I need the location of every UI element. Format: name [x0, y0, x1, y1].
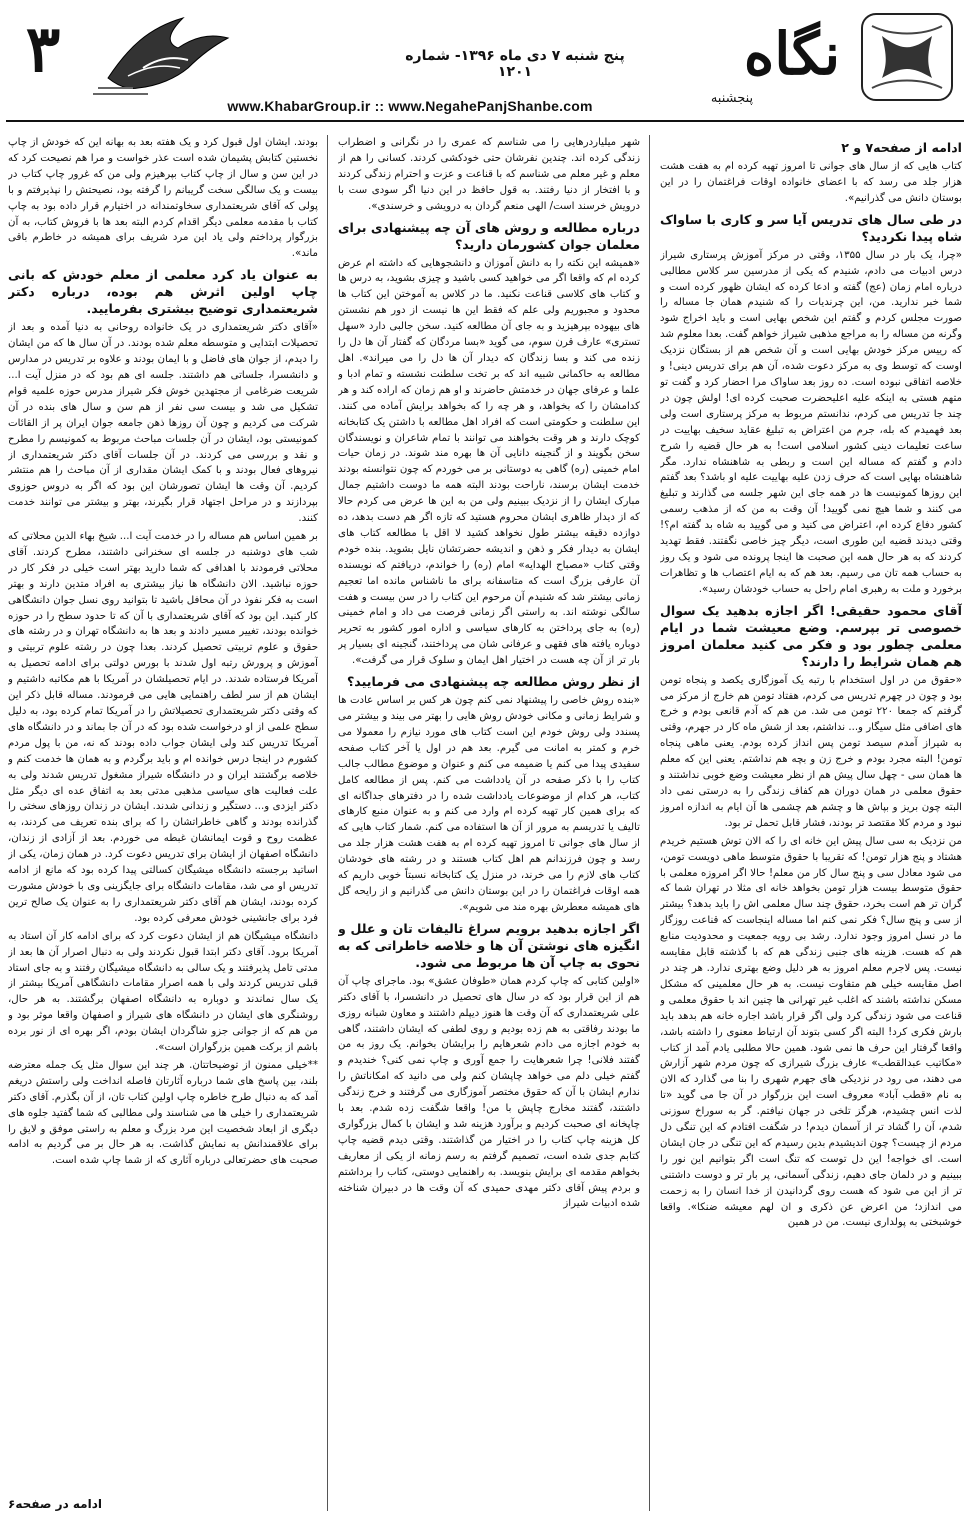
- column-divider: [327, 135, 328, 1511]
- paragraph: من نزدیک به سی سال پیش این خانه ای را که الان توش هستیم خریدم هشتاد و پنج هزار تومن! که تقریبا با حقوق متوسط ماهی دویست تومن، می شود معادل سی و پنج سال کار من معلم! حالا اگر امروزه معلمی با حقوق متوسط بیست هزار تومن بخواهد خانه ای مثلا در تهران شما که گران تر هم است بخرد، حقوق چند سال معلمی اش را باید بدهد؟ بیشتر از سی و پنج سال؟ فکر نمی کنم اما مساله اینجاست که قناعت روزگار ما در نسل امروز وجود ندارد. رشد بی رویه جمعیت و محدودیت منابع هم که هست. هزینه های جنبی زندگی هم که با گذشته قابل مقایسه نیست. پس لاجرم معلم امروز به هر دلیل وضع بهتری ندارد. هر چند در اصل مقایسه خیلی هم متفاوت نیست. به هر حال معلمینی که مشکل مسکن نداشته باشند که اغلب غیر تهرانی ها چنین اند با حقوق معلمی و قناعت می شود زندگی کرد ولی اگر قرار باشد اجاره خانه هم بدهد باید بارش فکری کرد! البته اگر کسی بتوند آن ارتباط معنوی را داشته باشد، واقعا گرفتار این حرف ها نمی شود. همین حالا مطلبی یادم آمد از کتاب «مکاتیب عبدالقطب» عارف بزرگ شیرازی که چون مردم شهر آزارش می دهند، می رود در نزدیکی های جهرم شهری را بنا می گذارد که الان به نام «قطب آباد» معروف است این بزرگوار در آن جا می گوید «تا لذت انس چشیدم، هرگز تلخی در جهان نیافتم. گر به سوراخ سوزنی شدم، آن را گشاد تر از آسمان دیدم! در شگفت افتادم که این تنگی دل مردم از چیست؟ چون اندیشیدم بدین رسیدم که این تنگی در جان ایشان است. ای خواجه! این دل توست که تنگ است اگر بتوانیم این نور را ببینیم و در دلمان جای دهیم، زندگی آسمانی، پر بار تر و دوست داشتنی تر از این می شود که هست روی گردانیدن از خدا انسان را به زحمت می اندازد؛ من اعرض عن ذکری و ان لهم معیشه ضنکا». واقعا خوشبختی به پولداری نیست. من در همین: [660, 835, 962, 1229]
- column-divider: [649, 135, 650, 1511]
- paragraph: بر همین اساس هم مساله را در خدمت آیت ا... شیخ بهاء الدین محلاتی که شب های دوشنبه در جلسه ای سخنرانی داشتند، مطرح کردند. آقای محلاتی فرمودند با اهدافی که شما دارید بهتر است خیلی در فکر کار در حوزه نباشید. الان دانشگاه ها نیاز بیشتری به افراد متدین دارند و بهتر است به فکر نفوذ در آن محافل باشید تا بتوانید روی نسل جوان دانشگاهی کار کنید. این بود که آقای شریعتمداری با آن که تا حدود سطح را در حوزه خوانده بودند، تغییر مسیر دادند و بعد ها به دانشگاه تهران و در رشته های حقوق و علوم تربیتی تحصیل کردند. بعدا چون در رشته علوم تربیتی و آموزش و پرورش رتبه اول شدند با بورس دولتی برای ادامه تحصیل به آمریکا فرستاده شدند. در ایام تحصیلشان در آمریکا با هم مکاتبه داشتیم و ایشان هم از سر لطف راهنمایی هایی می فرمودند. مساله قابل ذکر این که وقتی دکتر شریعتمداری تحصیلاتش را در آمریکا تمام کرده بود، به دلیل سطح علمی از او درخواست شده بود که در آن جا بماند و در دانشگاه های آمریکا تدریس کند ولی ایشان جواب داده بودند که نه، من با پول مردم کشورم در اینجا درس خوانده ام و باید برگردم و به همان ها خدمت کنم و خلاصه برگشتند ایران و در دانشگاه شیراز مشغول تدریس شدند ولی به علت فعالیت های سیاسی مذهبی مدتی بعد به اتفاق عده ای دیگر مثل دکتر ایزدی و... دستگیر و زندانی شدند. ایشان در زندان روزهای سختی را گذرانده بودند و گاهی خاطراتشان را که برای بنده تعریف می کردند، به عظمت روح و قوت ایمانشان غبطه می خوردم. بعد از آزادی از زندان، دانشگاه اصفهان از ایشان برای تدریس دعوت کرد. در همان زمان، یکی از اساتید برجسته دانشگاه میشیگان کسالتی پیدا کرده بود که مانع از ادامه تدریس او می شد، مقامات دانشگاه برای جایگزینی وی با خودش مشورت کرده بودند، ایشان هم آقای دکتر شریعتمداری را به عنوان یک صالح ترین فرد برای جانشینی خودش معرفی کرده بود.: [8, 531, 318, 924]
- paragraph: کتاب هایی که از سال های جوانی تا امروز تهیه کرده ام به هفت هشت هزار جلد می رسد که با اعضای خانواده اوقات فراغتمان را در این بوستان دانش می گذرانیم».: [660, 161, 962, 204]
- page-header: [0, 0, 970, 125]
- header-divider: [6, 120, 964, 122]
- interview-question: آقای محمود حقیقی! اگر اجازه بدهید یک سوال خصوصی تر بپرسم. وضع معیشت شما در ایام معلمی چطور بود و فکر می کنید معلمان امروز هم همان شرایط را دارند؟: [660, 602, 962, 669]
- paragraph: شهر میلیاردرهایی را می شناسم که عمری را در نگرانی و اضطراب زندگی کرده اند. چندین نفرشان حتی خودکشی کردند. کسانی را هم از معلم و غیر معلم می شناسم که با قناعت و عزت و احترام زندگی کردند و با افتخار از دنیا رفتند. به قول حافظ در این دنیا اگر سودی ست با درویش خرسند است/ الهی منعم گردان به درویشی و خرسندی».: [338, 137, 640, 212]
- paragraph: «چرا، یک بار در سال ۱۳۵۵، وقتی در مرکز آموزش پرستاری شیراز درس ادبیات می دادم، شنیدم که یکی از مدرسین سر کلاس مطالبی درباره امام زمان (عج) گفته و ادعا کرده که ایشان ظهور کرده است و شما خبر ندارید. من، این چرندیات را که شنیدم همان جا مساله را صورت مجلس کردم و گفتم این شخص بهایی است و باید اخراج شود وگرنه من مساله را به مراجع مذهبی شیراز خواهم گفت. بعدا معلوم شد که رییس مرکز خودش بهایی است و آن شخص هم از بستگان نزدیک اوست که توسط وی به مرکز دعوت شده، آن هم برای تدریس دینی! و خلاصه اتفاقی نبوده است. ده روز بعد ساواک مرا احضار کرد و گفت تو متهم هستی به اینکه علیه اعلیحضرت صحبت کرده ای! اولش چون در چند جا تدریس می کردم، ندانستم مربوط به مرکز پرستاری است ولی بعد فهمیدم که بله، جرم من اعتراض به تبلیغ عقاید سخیف بهاییت در ساعت تعلیمات دینی کشور اسلامی است! به هر حال قضیه را شرح دادم و گفتم که مساله این است و ربطی به شاهنشاه ندارد. مگر شاهنشاه بهایی است که حرف زدن علیه بهاییت علیه او باشد؟ بعد گفتم این روزها کمونیست ها در همه جای این شهر جلسه می گذارند و تبلیغ می کنند و شما هیچ نمی گویید! آن وقت به من که از مذهب رسمی کشور دفاع کرده ام، اعتراض می کنید و می گویید به شاه بد گفته ام؟! وقتی دیدند قضیه این طوری است، دیگر چیز خاصی نگفتند. فقط تهدید کردند که به هر حال همه این صحبت ها اینجا پرونده می شود و یک روز به حساب همه تان می رسیم. بعد هم که به ایام اعتصاب ها و تظاهرات برخورد و ملت به رهبری امام راحل به حساب خودشان رسید».: [660, 249, 962, 595]
- paragraph: «بنده روش خاصی را پیشنهاد نمی کنم چون هر کس بر اساس عادت ها و شرایط زمانی و مکانی خودش روش هایی را بهتر می بیند و بیشتر می پسندد ولی روش خودم این است کتاب های مورد نیازم را معمولا می خرم و کمتر به امانت می گیرم. بعد هم در اول یا آخر کتاب صفحه سفیدی پیدا می کنم یا ضمیمه می کنم و عنوان و موضوع مطالب جالب کتاب را با ذکر صفحه در آن یادداشت می کنم. پس از مطالعه کامل کتاب، هر کدام از موضوعات یادداشت شده را در دفترهای جداگانه ای که برای همین کار تهیه کرده ام وارد می کنم و به عنوان منبع کارهای تالیف یا تدریسم به مرور از آن ها استفاده می کنم. شمار کتاب هایی که از سال های جوانی تا امروز تهیه کرده ام به هفت هشت هزار جلد می رسد و چون فرزندانم هم اهل کتاب هستند و در رشته های خودشان کتاب های لازم را می خرند، در منزل یک کتابخانه نسبتاً خوبی داریم که همه اوقات فراغتمان را در این بوستان دانش می گذرانیم و از رایحه گل های همیشه معطرش بهره مند می شویم».: [338, 695, 640, 913]
- column-right: [660, 135, 962, 1511]
- issue-date: پنج شنبه ۷ دی ماه ۱۳۹۶- شماره ۱۲۰۱: [405, 48, 625, 80]
- phoenix-emblem-icon: [88, 8, 238, 98]
- interview-question: به عنوان یاد کرد معلمی از معلم خودش که بانی چاپ اولین اثرش هم بوده، درباره دکتر شریعتمداری توضیح بیشتری بفرمایید.: [8, 267, 318, 317]
- paragraph: **خیلی ممنون از توضیحاتتان. هر چند این سوال مثل یک جمله معترضه بلند، بین پاسخ های شما درباره آثارتان فاصله انداخت ولی راستش دریغم آمد که به دنبال طرح خاطره چاپ اولین کتاب تان، از آن بگذرم. آقای دکتر شریعتمداری را خیلی ها می شناسند ولی مطالبی که شما گفتید جلوه های دیگری از ابعاد شخصیت این مرد بزرگ و معلم به راستی موفق و لایق را برای علاقمندانش به نمایش گذاشت. به هر حال بر می گردیم به ادامه صحبت های حضرتعالی درباره آثاری که از شما چاپ شده است.: [8, 1059, 318, 1167]
- paragraph: «آقای دکتر شریعتمداری در یک خانواده روحانی به دنیا آمده و بعد از تحصیلات ابتدایی و متوسطه معلم شده بودند. در آن سال ها که من ایشان را دیدم، از جوان های فاضل و با ایمان بودند و علاوه بر تدریس در مدارس و دانشسرا، جلساتی هم داشتند. جلسه ای هم بود که در منزل آیت ا... شریعت ضرغامی از مجتهدین خوش فکر شیراز مدرس حوزه علمیه قوام تشکیل می شد و بیست سی نفر از هم سن و سال های بنده در آن شرکت می کردیم و چون آن روزها ذهن جامعه جوان ایران پر از القائات کمونیستی بود، ایشان در آن جلسات مباحث مربوط به کمونیسم را مطرح و نقد و بررسی می کردند. در آن جلسات آقای دکتر شریعتمداری از نیروهای فعال بودند و با کمک ایشان مقداری از آن مباحث را هم منتشر کردیم. آن وقت ها ایشان تصورشان این بود که اگر به دروس حوزوی بپردازند و در مراحل اجتهاد قرار بگیرند، بهتر و بیشتر می توانند خدمت کنند.: [8, 322, 318, 525]
- paragraph: دانشگاه میشیگان هم از ایشان دعوت کرد که برای ادامه کار آن استاد به آمریکا برود. آقای دکتر ابتدا قبول نکردند ولی به دنبال اصرار آن ها بعد از مدتی تامل پذیرفتند و یک سالی به دانشگاه میشیگان رفتند و به جای استاد قبلی تدریس کردند ولی با همه اصرار مقامات دانشگاهی آمریکا بیشتر از یک سال نماندند و دوباره به دانشگاه اصفهان برگشتند. به هر حال، روشنگری های ایشان در دانشگاه های شیراز و اصفهان واقعا موثر بود و من هم که از جوانی جزو شاگردان ایشان بودم، اگر بهره ای از نور برده باشم از برکت همین بزرگواران است».: [8, 930, 318, 1054]
- column-left: [8, 135, 318, 1485]
- continuation-note: ادامه از صفحه۷ و ۲: [841, 140, 962, 155]
- interview-question: از نظر روش مطالعه چه پیشنهادی می فرمایید؟: [347, 674, 640, 690]
- continued-on-page: ادامه در صفحه۶: [8, 1497, 102, 1511]
- article-body: [8, 135, 962, 1511]
- interview-question: اگر اجازه بدهید برویم سراغ تالیفات تان و علل و انگیزه های نوشتن آن ها و خلاصه خاطراتی که به نحوی به چاپ آن ها مربوط می شود.: [338, 920, 640, 970]
- paragraph: «اولین کتابی که چاپ کردم همان «طوفان عشق» بود. ماجرای چاپ آن هم از این قرار بود که در سال های تحصیل در دانشسرا، با آقای دکتر علی شریعتمداری که آن وقت ها هنوز دیپلم داشتند و معاون شبانه روزی ما بودند رفاقتی به هم زده بودیم و روی لطفی که ایشان داشتند، گاهی به خودم اجازه می دادم شعرهایم را برایشان بخوانم. یک روز به من گفتند فلانی! چرا شعرهایت را جمع آوری و چاپ نمی کنی؟ خندیدم و گفتم خیلی دلم می خواهد چاپشان کنم ولی می دانید که امکاناتش را ندارم ایشان با آن که حقوق مختصر آموزگاری می گرفتند و خرج زندگی داشتند، گفتند مخارج چاپش با من! واقعا شگفت زده شدم. بعد با چاپخانه ای صحبت کردیم و برآورد هزینه شد و ایشان با کمال بزرگواری کل هزینه چاپ کتاب را در اختیار من گذاشتند. وقتی دیدم قضیه چاپ کتابم جدی شده است، تصمیم گرفتم به رسم زمانه از یکی از معاریف بخواهم مقدمه ای برایش بنویسد. به راهنمایی دوستی، کتاب را برداشتم و بردم پیش آقای دکتر مهدی حمیدی که آن وقت ها در دبیران شناخته شده ادبیات شیراز: [338, 975, 640, 1210]
- page-number: ۳: [25, 12, 61, 87]
- logo-wordmark: نگاه: [743, 20, 841, 88]
- interview-question: درباره مطالعه و روش های آن چه پیشنهادی برای معلمان جوان کشورمان دارید؟: [338, 219, 640, 252]
- logo-subtitle: پنجشنبه: [710, 91, 754, 106]
- interview-question: در طی سال های تدریس آیا سر و کاری با ساواک شاه پیدا نکردید؟: [660, 211, 962, 244]
- paragraph: «همیشه این نکته را به دانش آموزان و دانشجوهایی که داشته ام عرض کرده ام که واقعا اگر می خواهید کسی باشید و چیزی بشوید، به درس ها و کتاب های کلاسی قناعت نکنید. ما در کلاس به آموختن این کتاب ها محدود و مجبوریم ولی علم که فقط این ها نیست از دور هم نشستن های بیهوده بپرهیزید و به جای آن مطالعه کنید. سخن جالبی دارد «سهل تستری» عارف قرن سوم، می گوید «بسا مردگان که گفتار آن ها دل را زنده می کند و بسا زندگان که دیدار آن ها دل را می میراند». اهل مطالعه به حاکمانی شبیه اند که بر تخت سلطنت نشسته و تمام ادبا و علما و عرفای جهان در خدمتش حاضرند و او هم زمان که اراده کند و هر کدامشان را که بخواهد، و هر چه را که بخواهد برایش آماده می کنند. این سلطنت و حکومتی است که افراد اهل مطالعه با داشتن یک کتابخانه کوچک دارند و هر وقت بخواهند می توانند با تمام شاعران و نویسندگان سخن بگویند و از گنجینه دانایی آن ها بهره مند شوند. در زمان حیات امام خمینی (ره) گاهی به دوستانی بر می خوردم که چون نتوانسته بودند خدمت ایشان برسند، ناراحت بودند البته همه ما دوست داشتیم جمال مبارک ایشان را از نزدیک ببینیم ولی من به این ها عرض می کردم حالا که از دیدار ظاهری ایشان محروم هستید که تازه اگر هم دست بدهد، ده دوازده دقیقه بیشتر طول نخواهد کشید لا اقل با مطالعه کتاب های ایشان به دیدار فکر و ذهن و اندیشه حضرتشان نایل بشوید. بنده خودم وقتی کتاب «مصباح الهدایه» امام (ره) را خواندم، دریافتم که نویسنده آن عارفی بزرگ است که متاسفانه برای ما ناشناس مانده اما تعجیم زمانی بیشتر شد که شنیدم آن مرحوم این کتاب را در سن بیست و هفت سالگی نوشته اند. به راستی اگر زمانی فرصت می داد و امام خمینی (ره) به جای پرداختن به کارهای سیاسی و اداره امور کشور به تحریر دوباره یافته های فقهی و عرفانی شان می پرداختند، گنجینه ای بسیار پر بار تر از آن چه هست در اختیار اهل ایمان و سلوک قرار می گرفت».: [338, 257, 640, 667]
- website-links: www.KhabarGroup.ir :: www.NegahePanjShanbe.com: [227, 98, 593, 114]
- newspaper-logo-icon: [632, 6, 962, 108]
- paragraph: بودند. ایشان اول قبول کرد و یک هفته بعد به بهانه این که خودش از چاپ نخستین کتابش پشیمان شده است عذر خواست و مرا هم نصیحت کرد که در این سن و سال از چاپ کتاب بپرهیزم ولی من که غرور چاپ کتاب در بیست و یک سالگی سخت گریبانم را گرفته بود، نصیحتش را نپذیرفتم و با پولی که آقای شریعتمداری سخاوتمندانه در اختیارم قرار داده بود به چاپ کتاب با مقدمه معلمی دیگر اقدام کردم البته بعد ها با فروش کتاب، به آن بزرگوار پرداختم ولی یاد این مرد شریف برای همیشه در خاطرم باقی ماند».: [8, 137, 318, 260]
- column-middle: [338, 135, 640, 1511]
- paragraph: «حقوق من در اول استخدام با رتبه یک آموزگاری یکصد و پنجاه تومن بود و چون در چهرم تدریس می کردم، هفتاد تومن هم خارج از مرکز می گرفتم که جمعا ۲۲۰ تومن می شد. من هم که آدم قانعی بودم و خرج های اضافی مثل سیگار و... نداشتم، بعد از شش ماه کار در جهرم، وقتی به شیراز آمدم سیصد تومن پس انداز کرده بودم. یعنی ماهی پنجاه تومن! البته مجرد بودم و خرج زن و بچه هم نداشتم. یعنی این که معلم ها همان سی - چهل سال پیش هم از نظر معیشت وضع خوبی نداشتند و حقوق معلمی در همان دوران هم کفاف زندگی را به درستی نمی داد البته چون بریز و بپاش ها و چشم هم چشمی ها آن ایام به اندازه امروز نبود و مردم کلا مقتصد تر بودند، فشار قابل تحمل تر بود.: [660, 674, 962, 829]
